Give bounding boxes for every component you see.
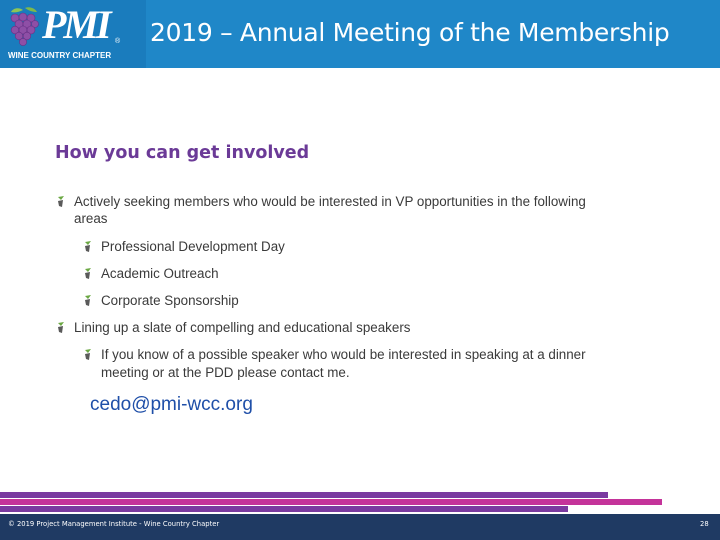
grape-bullet-icon — [84, 295, 92, 307]
registered-mark: ® — [115, 38, 121, 45]
bullet-item-text: areas — [74, 211, 108, 226]
sub-bullet-text: Professional Development Day — [101, 239, 285, 254]
sub-bullet-text: Academic Outreach — [101, 266, 219, 281]
grape-bullet-icon — [84, 349, 92, 361]
chapter-name: WINE COUNTRY CHAPTER — [8, 51, 112, 60]
sub-bullet-text: meeting or at the PDD please contact me. — [101, 365, 350, 380]
grape-bullet-icon — [84, 241, 92, 253]
footer-copyright: © 2019 Project Management Institute - Wine Country Chapter — [8, 520, 220, 528]
sub-bullet-text: If you know of a possible speaker who would be interested in speaking at a dinner — [101, 347, 586, 362]
footer-stripe-purple-lower — [0, 506, 568, 512]
grape-bullet-icon — [57, 196, 65, 208]
section-heading: How you can get involved — [55, 143, 310, 163]
slide-title: 2019 – Annual Meeting of the Membership — [150, 18, 670, 47]
sub-bullet-text: Corporate Sponsorship — [101, 293, 239, 308]
footer-stripe-purple — [0, 492, 608, 498]
bullet-item-text: Lining up a slate of compelling and educational speakers — [74, 320, 411, 335]
grapes-icon — [7, 6, 41, 50]
grape-bullet-icon — [57, 322, 65, 334]
page-number: 28 — [700, 520, 709, 528]
slide-header — [0, 0, 720, 68]
pmi-logo — [0, 0, 146, 68]
contact-email-link[interactable]: cedo@pmi-wcc.org — [90, 394, 253, 415]
footer-stripe-magenta — [0, 499, 662, 505]
pmi-wordmark: PMI — [42, 2, 109, 47]
grape-bullet-icon — [84, 268, 92, 280]
bullet-item-text: Actively seeking members who would be interested in VP opportunities in the following — [74, 194, 586, 209]
